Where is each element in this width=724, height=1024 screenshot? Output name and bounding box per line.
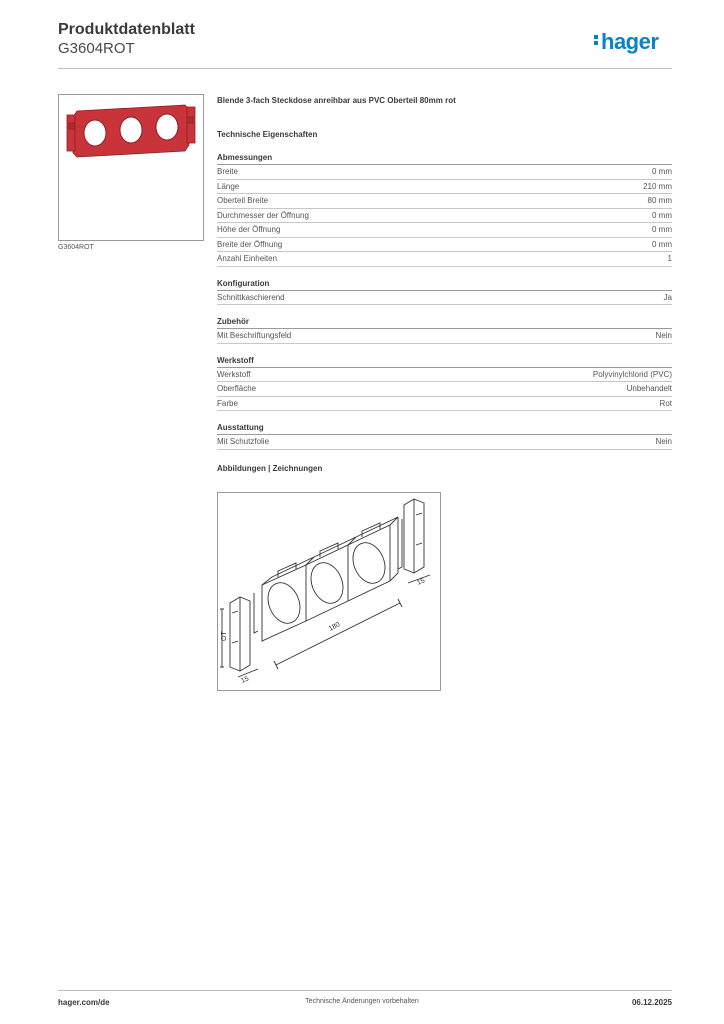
footer-date: 06.12.2025 — [631, 998, 672, 1007]
logo-dots-icon — [594, 33, 599, 47]
header-divider — [58, 68, 672, 69]
table-row — [217, 223, 672, 238]
section-title: Konfiguration — [217, 278, 672, 291]
technical-drawing — [217, 492, 441, 691]
row-label: Mit Schutzfolie — [217, 437, 270, 446]
row-label: Länge — [217, 181, 240, 191]
section-title: Ausstattung — [217, 422, 672, 435]
section-abmessungen — [217, 152, 672, 267]
table-row — [217, 194, 672, 209]
row-label: Farbe — [217, 398, 238, 408]
table-row — [217, 291, 672, 306]
product-image — [58, 94, 204, 241]
table-row — [217, 252, 672, 267]
row-value: Ja — [663, 292, 672, 302]
row-value: Nein — [655, 437, 672, 446]
row-label: Anzahl Einheiten — [217, 254, 278, 263]
section-konfiguration — [217, 278, 672, 306]
row-label: Breite — [217, 167, 238, 176]
table-row — [217, 238, 672, 253]
logo-text: hager — [601, 29, 659, 54]
section-title: Werkstoff — [217, 355, 672, 368]
table-row — [217, 180, 672, 195]
footer-divider — [58, 990, 672, 991]
table-row — [217, 209, 672, 224]
page-title: Produktdatenblatt — [58, 21, 195, 38]
table-row — [217, 329, 672, 344]
dimension-drawing-icon — [218, 493, 440, 690]
row-value: Rot — [659, 398, 672, 408]
table-row — [217, 165, 672, 180]
row-label: Oberfläche — [217, 384, 257, 393]
footer-website-link[interactable]: hager.com/de — [58, 998, 110, 1007]
row-label: Oberteil Breite — [217, 196, 269, 205]
footer-disclaimer: Technische Änderungen vorbehalten — [305, 998, 419, 1005]
product-description: Blende 3-fach Steckdose anreihbar aus PVC Oberteil 80mm rot — [217, 96, 456, 105]
table-row — [217, 435, 672, 450]
section-title: Zubehör — [217, 316, 672, 329]
section-zubehoer — [217, 316, 672, 344]
row-label: Mit Beschriftungsfeld — [217, 331, 292, 340]
product-details — [217, 96, 672, 473]
images-heading: Abbildungen | Zeichnungen — [217, 463, 323, 473]
row-label: Werkstoff — [217, 369, 251, 379]
row-value: 0 mm — [652, 239, 672, 249]
row-label: Höhe der Öffnung — [217, 225, 281, 234]
dim-depth-right-label: 15 — [416, 577, 426, 587]
product-code: G3604ROT — [58, 40, 135, 57]
technical-properties-heading: Technische Eigenschaften — [217, 130, 318, 139]
row-label: Durchmesser der Öffnung — [217, 210, 309, 220]
row-value: Polyvinylchlorid (PVC) — [592, 369, 672, 379]
row-label: Schnittkaschierend — [217, 292, 285, 302]
row-value: 80 mm — [647, 196, 672, 205]
row-value: Nein — [655, 331, 672, 340]
table-row — [217, 382, 672, 397]
section-werkstoff — [217, 355, 672, 412]
product-cover-plate-icon — [59, 95, 203, 240]
dim-length-label: 180 — [327, 621, 342, 633]
dim-depth-left-label: 15 — [240, 675, 250, 685]
row-value: 0 mm — [652, 225, 672, 234]
table-row — [217, 368, 672, 383]
row-label: Breite der Öffnung — [217, 239, 283, 249]
row-value: 210 mm — [643, 181, 672, 191]
section-title: Abmessungen — [217, 152, 672, 165]
product-caption: G3604ROT — [58, 244, 94, 251]
dim-height-label: OT — [221, 631, 228, 641]
row-value: 1 — [667, 254, 672, 263]
hager-logo[interactable] — [594, 29, 658, 55]
table-row — [217, 397, 672, 412]
section-ausstattung — [217, 422, 672, 450]
row-value: 0 mm — [652, 167, 672, 176]
row-value: 0 mm — [652, 210, 672, 220]
row-value: Unbehandelt — [626, 384, 672, 393]
